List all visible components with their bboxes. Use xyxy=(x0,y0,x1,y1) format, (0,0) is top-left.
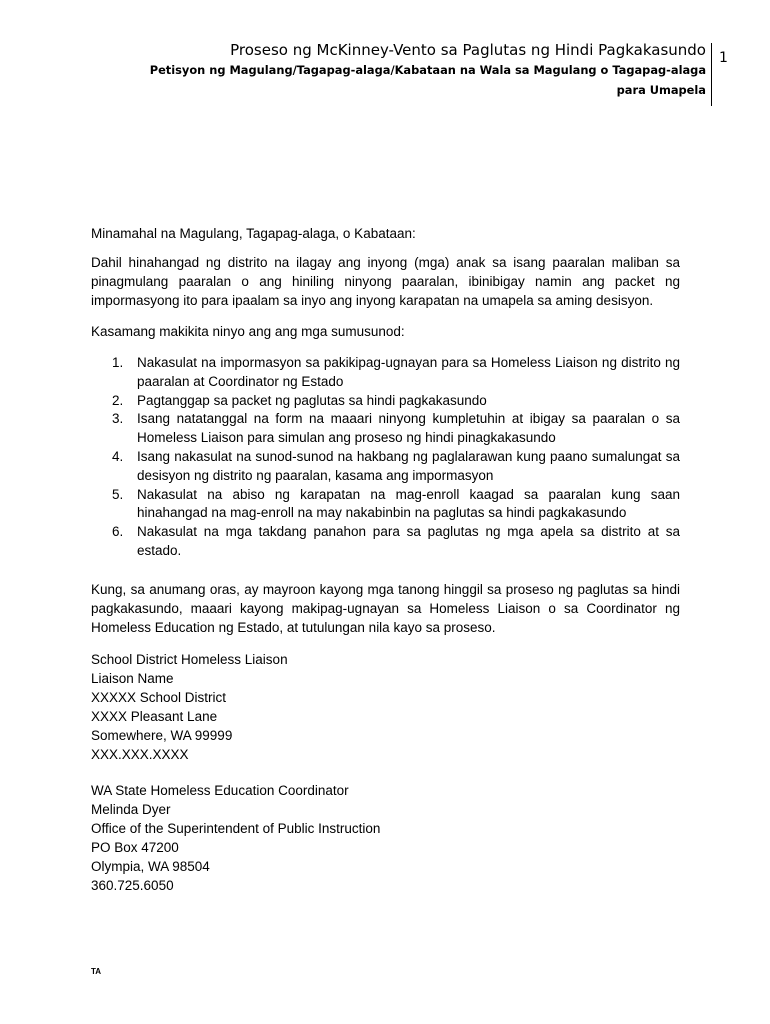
header-subtitle: Petisyon ng Magulang/Tagapag-alaga/Kabataan na Wala sa Magulang o Tagapag-alaga para Umapela xyxy=(149,63,706,97)
list-item-text: Nakasulat na impormasyon sa pakikipag-ugnayan para sa Homeless Liaison ng distrito ng paaralan at Coordinator ng Estado xyxy=(137,355,680,389)
list-item xyxy=(91,392,680,411)
salutation: Minamahal na Magulang, Tagapag-alaga, o Kabataan: xyxy=(91,226,416,241)
district-contact-phone: XXX.XXX.XXXX xyxy=(91,747,189,762)
footer-mark: TA xyxy=(91,967,102,976)
intro-paragraph: Dahil hinahangad ng distrito na ilagay ang inyong (mga) anak sa isang paaralan maliban sa pinagmulang paaralan o ang hiniling ninyong paaralan, ibinibigay namin ang packet ng impormasyong ito para ipaalam sa inyo ang inyong karapatan na umapela sa aming desisyon. xyxy=(91,255,680,308)
list-item-text: Nakasulat na mga takdang panahon para sa paglutas ng mga apela sa distrito at sa estado. xyxy=(137,524,680,558)
district-contact-title: School District Homeless Liaison xyxy=(91,652,288,667)
state-contact-po-box: PO Box 47200 xyxy=(91,840,179,855)
page-header xyxy=(120,40,706,100)
state-contact-block xyxy=(91,781,491,895)
state-contact-city: Olympia, WA 98504 xyxy=(91,859,210,874)
district-contact-block xyxy=(91,650,491,764)
list-item-text: Nakasulat na abiso ng karapatan na mag-enroll kaagad sa paaralan kung saan hinahangad na mag-enroll na may nakabinbin na paglutas sa hindi pagkakasundo xyxy=(137,486,680,521)
state-contact-office: Office of the Superintendent of Public Instruction xyxy=(91,821,381,836)
district-contact-street: XXXX Pleasant Lane xyxy=(91,709,218,724)
state-contact-phone: 360.725.6050 xyxy=(91,878,174,893)
closing-paragraph: Kung, sa anumang oras, ay mayroon kayong mga tanong hinggil sa proseso ng paglutas sa hindi pagkakasundo, maaari kayong makipag-ugnayan sa Homeless Liaison o sa Coordinator ng Homeless Education ng Estado, at tutulungan nila kayo sa proseso. xyxy=(91,582,680,635)
list-intro: Kasamang makikita ninyo ang ang mga sumusunod: xyxy=(91,324,405,339)
list-item xyxy=(91,410,680,448)
list-item-text: Pagtanggap sa packet ng paglutas sa hindi pagkakasundo xyxy=(137,392,487,408)
list-item-text: Isang natatanggal na form na maaari ninyong kumpletuhin at ibigay sa paaralan o sa Homeless Liaison para simulan ang proseso ng hindi pinagkakasundo xyxy=(137,411,680,446)
list-item-number: 5. xyxy=(112,486,124,502)
list-item-number: 2. xyxy=(112,392,124,408)
list-item-number: 1. xyxy=(112,355,124,370)
list-item-number: 4. xyxy=(112,448,124,464)
list-item xyxy=(91,448,680,486)
page-number: 1 xyxy=(719,50,728,66)
list-item-text: Isang nakasulat na sunod-sunod na hakbang ng paglalarawan kung paano sumalungat sa desisyon ng distrito ng paaralan, kasama ang impormasyon xyxy=(137,448,680,483)
list-item-number: 6. xyxy=(112,524,124,540)
header-title: Proseso ng McKinney-Vento sa Paglutas ng Hindi Pagkakasundo xyxy=(230,41,706,59)
state-contact-name: Melinda Dyer xyxy=(91,802,171,817)
list-item xyxy=(91,486,680,524)
district-contact-city: Somewhere, WA 99999 xyxy=(91,728,233,743)
district-contact-district: XXXXX School District xyxy=(91,690,227,705)
list-item xyxy=(91,354,680,392)
state-contact-title: WA State Homeless Education Coordinator xyxy=(91,783,349,798)
enclosure-list xyxy=(91,354,680,561)
district-contact-name: Liaison Name xyxy=(91,671,174,686)
list-item xyxy=(91,523,680,561)
list-item-number: 3. xyxy=(112,411,124,427)
header-divider xyxy=(711,43,712,106)
